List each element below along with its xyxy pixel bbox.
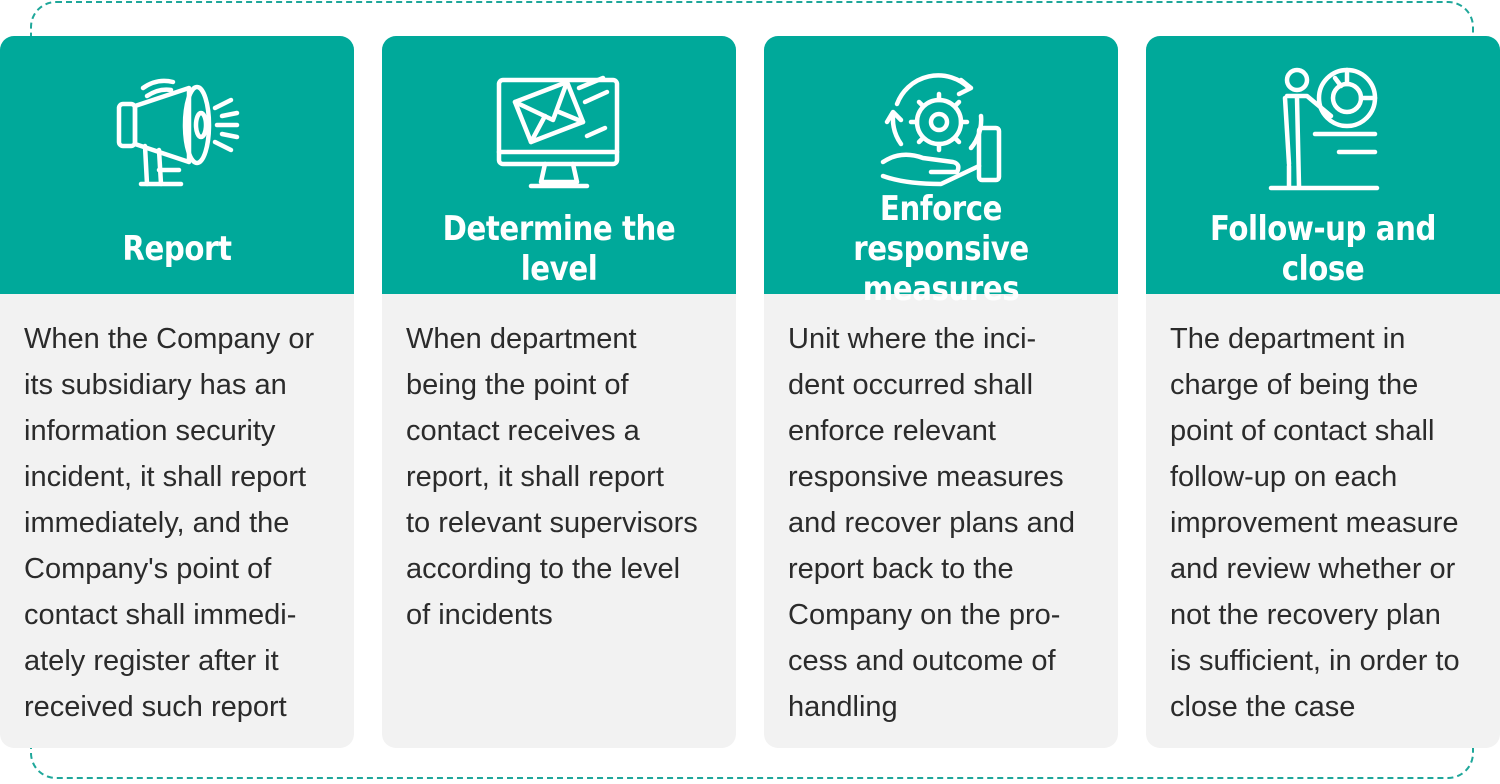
step-card-determine-level bbox=[382, 36, 736, 748]
step-title: Determine the level bbox=[442, 209, 676, 289]
step-card-follow-up-close bbox=[1146, 36, 1500, 748]
step-header bbox=[382, 36, 736, 294]
step-header bbox=[1146, 36, 1500, 294]
step-description: When department being the point of contact receives a report, it shall report to relevant supervisors according to the level of incidents bbox=[406, 323, 698, 631]
megaphone-icon bbox=[97, 66, 257, 196]
step-header bbox=[764, 36, 1118, 309]
step-title: Follow-up and close bbox=[1210, 209, 1436, 289]
hand-gear-cycle-icon bbox=[861, 66, 1021, 196]
step-description: The department in charge of being the point of contact shall follow-up on each improvement measure and review whether or not the recovery plan is sufficient, in order to close the case bbox=[1170, 323, 1460, 723]
person-chart-icon bbox=[1243, 66, 1403, 196]
step-title: Enforce responsive measures bbox=[853, 189, 1029, 309]
step-card-report bbox=[0, 36, 354, 748]
monitor-email-icon bbox=[479, 66, 639, 196]
step-description: When the Company or its subsidiary has an information security incident, it shall report immediately, and the Company's point of contact shall immedi- ately register after it received such report bbox=[24, 323, 315, 723]
step-title: Report bbox=[122, 229, 232, 269]
step-header bbox=[0, 36, 354, 294]
step-description: Unit where the inci- dent occurred shall enforce relevant responsive measures and recover plans and report back to the Company on the pro- cess and outcome of handling bbox=[788, 323, 1075, 723]
step-card-enforce-measures bbox=[764, 36, 1118, 748]
